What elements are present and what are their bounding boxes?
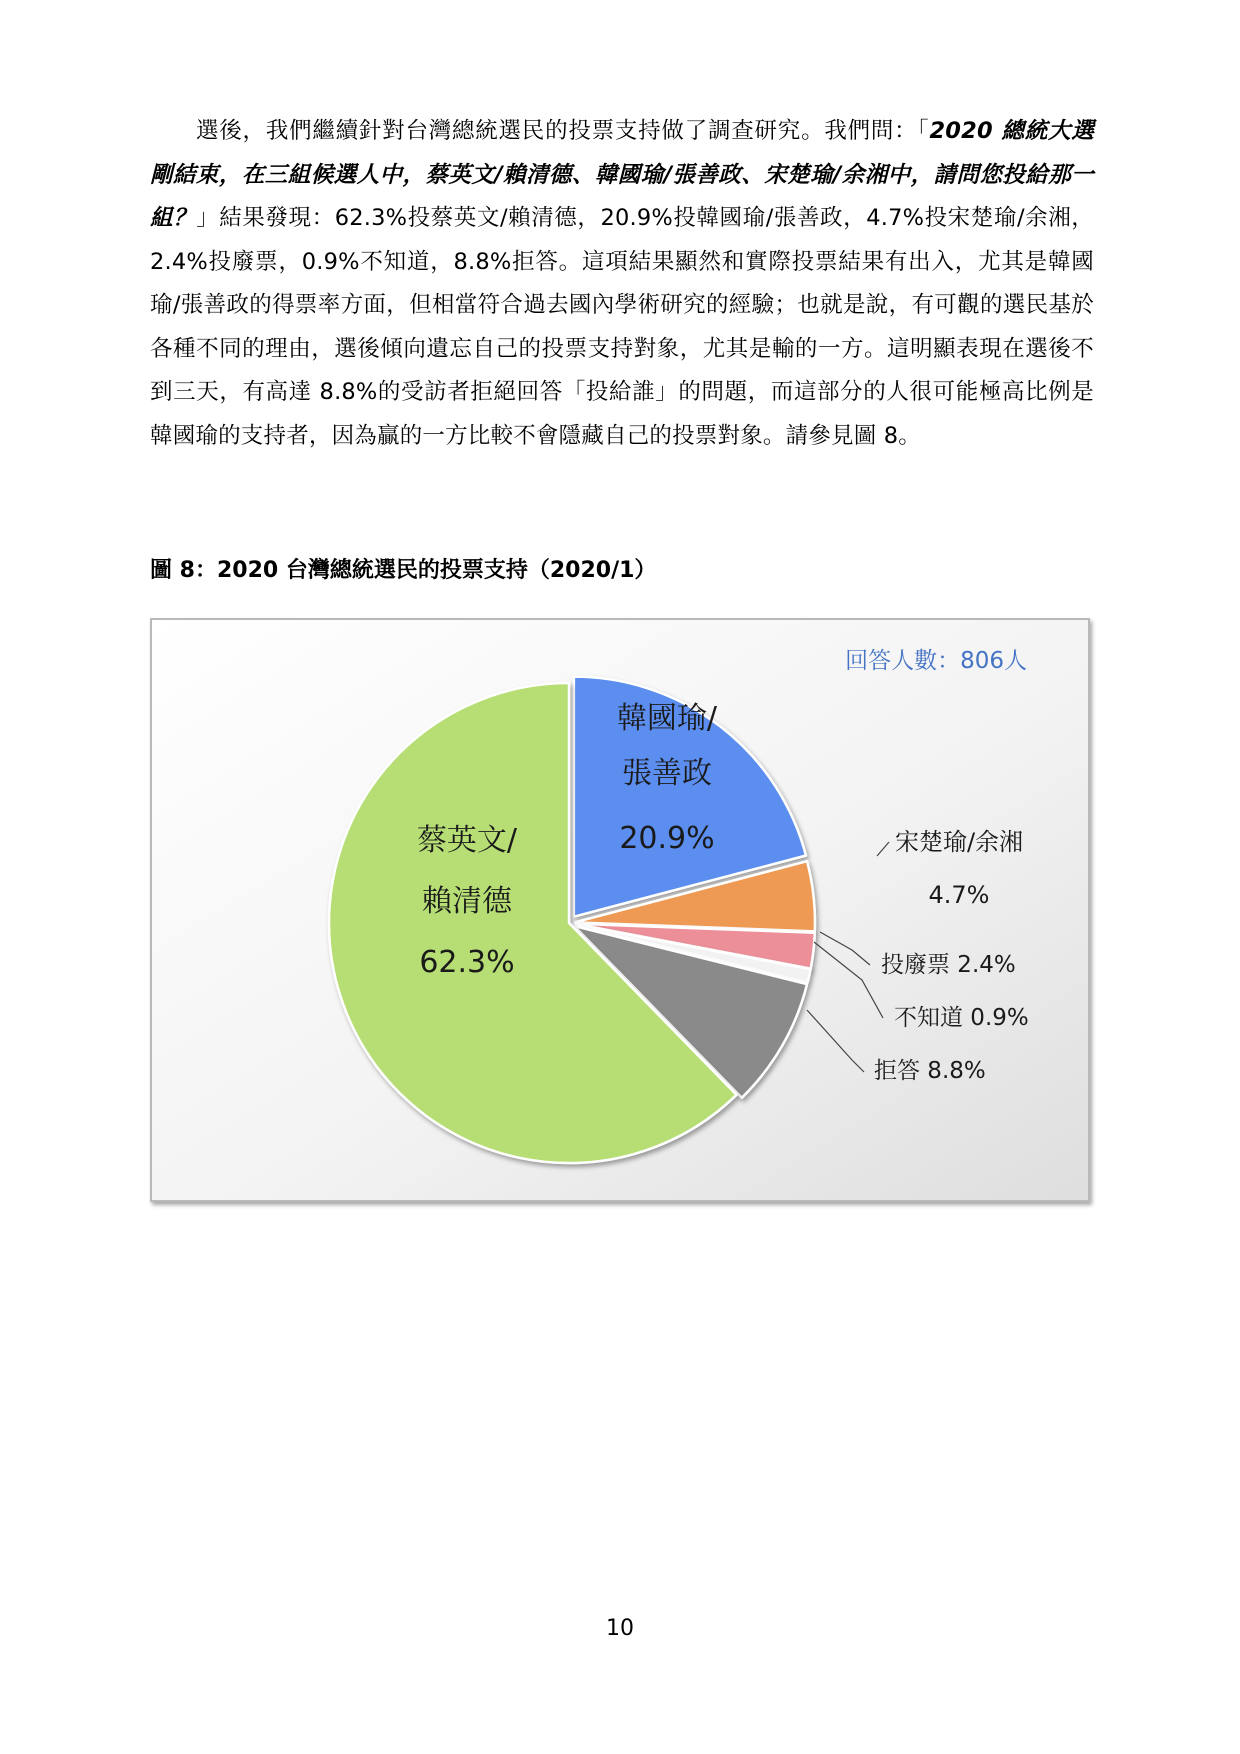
slice-label-refuse: 拒答 8.8% <box>874 1058 986 1084</box>
leader-line-refuse <box>807 1010 864 1072</box>
slice-label-tsai: 62.3% <box>419 945 515 980</box>
slice-label-han: 韓國瑜/ <box>616 701 718 736</box>
slice-label-han: 張善政 <box>622 756 712 791</box>
figure-caption: 圖 8：2020 台灣總統選民的投票支持（2020/1） <box>150 558 657 583</box>
leader-line-soong <box>877 842 889 856</box>
page-number: 10 <box>606 1616 634 1641</box>
paragraph-intro: 選後，我們繼續針對台灣總統選民的投票支持做了調查研究。我們問：「 <box>196 118 930 144</box>
slice-label-soong: 4.7% <box>928 881 990 909</box>
slice-label-han: 20.9% <box>619 821 715 856</box>
sample-size-note: 回答人數：806人 <box>845 648 1027 674</box>
slice-label-unknown: 不知道 0.9% <box>894 1005 1029 1031</box>
body-paragraph <box>150 110 1094 458</box>
slice-label-tsai: 蔡英文/ <box>416 823 518 858</box>
survey-question: 2020 總統大選剛結束，在三組候選人中，蔡英文/賴清德、韓國瑜/張善政、宋楚瑜/余湘中，請問您投給那一組？ <box>150 118 1094 231</box>
slice-label-invalid: 投廢票 2.4% <box>881 952 1016 978</box>
pie-chart-frame <box>150 618 1090 1202</box>
leader-line-invalid <box>820 932 870 965</box>
pie-chart <box>152 620 1088 1200</box>
leader-line-unknown <box>814 942 883 1018</box>
slice-label-soong: 宋楚瑜/余湘 <box>894 828 1024 856</box>
paragraph-rest: 」結果發現：62.3%投蔡英文/賴清德，20.9%投韓國瑜/張善政，4.7%投宋楚瑜/余湘，2.4%投廢票，0.9%不知道，8.8%拒答。這項結果顯然和實際投票結果有出入，尤其是韓國瑜/張善政的得票率方面，但相當符合過去國內學術研究的經驗；也就是說，有可觀的選民基於各種不同的理由，選後傾向遺忘自己的投票支持對象，尤其是輸的一方。這明顯表現在選後不到三天，有高達 8.8%的受訪者拒絕回答「投給誰」的問題，而這部分的人很可能極高比例是韓國瑜的支持者，因為贏的一方比較不會隱藏自己的投票對象。請參見圖 8。 <box>150 205 1094 449</box>
slice-label-tsai: 賴清德 <box>422 884 512 919</box>
